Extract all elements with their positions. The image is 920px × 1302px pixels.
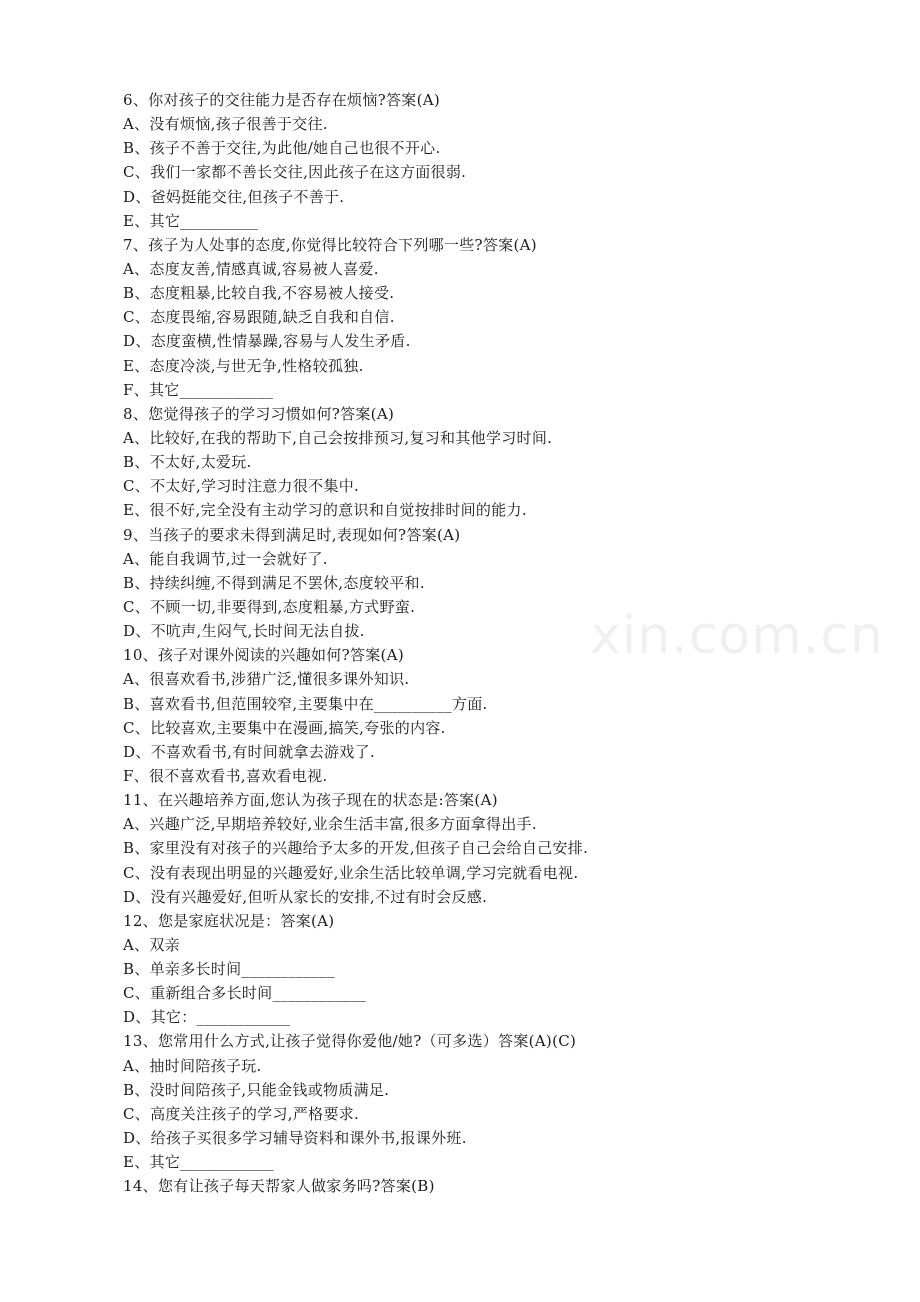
text-line: F、很不喜欢看书,喜欢看电视. — [123, 766, 328, 785]
text-line: A、抽时间陪孩子玩. — [123, 1056, 262, 1075]
text-line: B、喜欢看书,但范围较窄,主要集中在__________方面. — [123, 694, 488, 713]
text-line: B、单亲多长时间____________ — [123, 960, 336, 979]
text-line: B、没时间陪孩子,只能金钱或物质满足. — [123, 1080, 390, 1099]
text-line: D、不喜欢看书,有时间就拿去游戏了. — [123, 742, 375, 761]
text-line: E、很不好,完全没有主动学习的意识和自觉按排时间的能力. — [123, 501, 527, 520]
text-line: 6、你对孩子的交往能力是否存在烦恼?答案(A) — [123, 91, 441, 109]
text-line: C、我们一家都不善长交往,因此孩子在这方面很弱. — [123, 163, 467, 182]
text-line: C、不顾一切,非要得到,态度粗暴,方式野蛮. — [123, 597, 416, 616]
text-line: C、没有表现出明显的兴趣爱好,业余生活比较单调,学习完就看电视. — [123, 863, 579, 882]
text-line: 14、您有让孩子每天帮家人做家务吗?答案(B) — [123, 1177, 435, 1196]
text-line: E、态度冷淡,与世无争,性格较孤独. — [123, 356, 364, 375]
text-line: 9、当孩子的要求未得到满足时,表现如何?答案(A) — [123, 525, 461, 544]
text-line: A、兴趣广泛,早期培养较好,业余生活丰富,很多方面拿得出手. — [123, 815, 537, 834]
text-line: C、高度关注孩子的学习,严格要求. — [123, 1104, 360, 1123]
text-line: F、其它____________ — [123, 380, 274, 399]
text-line: A、比较好,在我的帮助下,自己会按排预习,复习和其他学习时间. — [123, 428, 553, 447]
text-line: D、爸妈挺能交往,但孩子不善于. — [123, 187, 345, 206]
text-line: A、双亲 — [123, 935, 181, 954]
text-line: 10、孩子对课外阅读的兴趣如何?答案(A) — [123, 646, 404, 665]
text-line: B、不太好,太爱玩. — [123, 453, 252, 472]
text-line: 7、孩子为人处事的态度,你觉得比较符合下列哪一些?答案(A) — [123, 235, 537, 254]
watermark: xin.com.cn — [590, 606, 884, 666]
text-line: 13、您常用什么方式,让孩子觉得你爱他/她?（可多选）答案(A)(C) — [123, 1032, 577, 1051]
text-line: C、不太好,学习时注意力很不集中. — [123, 477, 360, 496]
text-line: 11、在兴趣培养方面,您认为孩子现在的状态是:答案(A) — [123, 791, 498, 810]
text-line: A、能自我调节,过一会就好了. — [123, 549, 328, 568]
text-line: B、家里没有对孩子的兴趣给予太多的开发,但孩子自己会给自己安排. — [123, 839, 589, 858]
text-line: E、其它__________ — [123, 211, 259, 230]
text-line: D、态度蛮横,性情暴躁,容易与人发生矛盾. — [123, 332, 411, 351]
text-line: A、很喜欢看书,涉猎广泛,懂很多课外知识. — [123, 670, 410, 689]
text-line: C、比较喜欢,主要集中在漫画,搞笑,夸张的内容. — [123, 718, 446, 737]
text-line: E、其它____________ — [123, 1153, 274, 1172]
text-line: D、没有兴趣爱好,但听从家长的安排,不过有时会反感. — [123, 887, 488, 906]
text-line: B、态度粗暴,比较自我,不容易被人接受. — [123, 284, 395, 303]
text-line: A、没有烦恼,孩子很善于交往. — [123, 115, 328, 134]
text-line: B、持续纠缠,不得到满足不罢休,态度较平和. — [123, 573, 425, 592]
text-line: C、重新组合多长时间____________ — [123, 984, 367, 1003]
text-line: A、态度友善,情感真诚,容易被人喜爱. — [123, 259, 379, 278]
text-line: D、不吭声,生闷气,长时间无法自拔. — [123, 622, 365, 641]
text-line: B、孩子不善于交往,为此他/她自己也很不开心. — [123, 139, 441, 158]
text-line: D、给孩子买很多学习辅导资料和课外书,报课外班. — [123, 1129, 467, 1148]
text-line: D、其它：____________ — [123, 1008, 291, 1027]
text-line: C、态度畏缩,容易跟随,缺乏自我和自信. — [123, 308, 395, 327]
text-line: 12、您是家庭状况是：答案(A) — [123, 911, 335, 930]
text-line: 8、您觉得孩子的学习习惯如何?答案(A) — [123, 404, 395, 423]
